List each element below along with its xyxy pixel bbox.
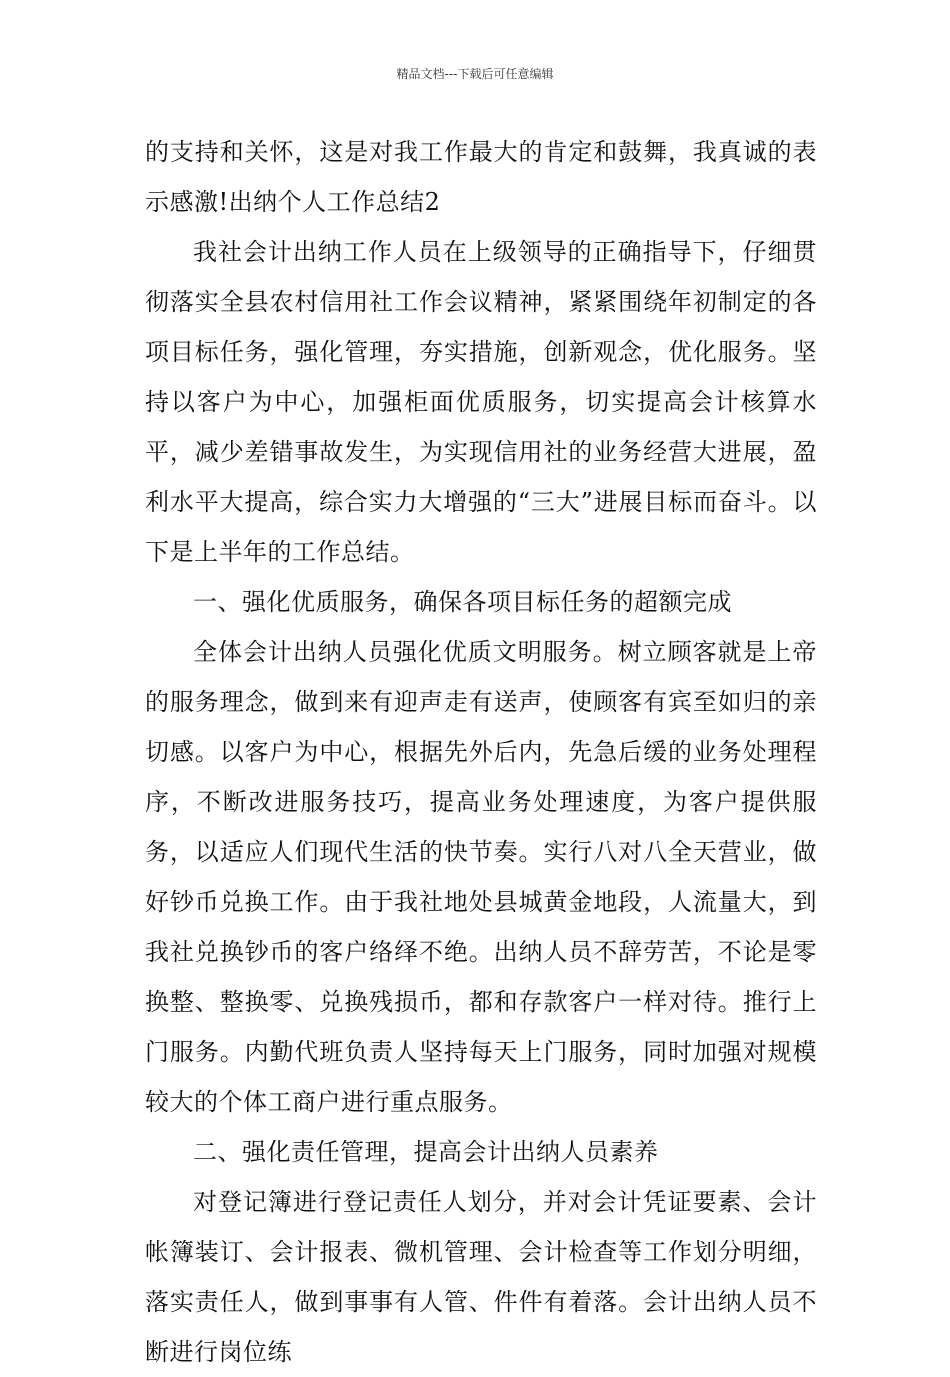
page-header: 精品文档---下载后可任意编辑 (396, 67, 554, 81)
paragraph-service: 全体会计出纳人员强化优质文明服务。树立顾客就是上帝的服务理念，做到来有迎声走有送声，使顾客有宾至如归的亲切感。以客户为中心，根据先外后内，先急后缓的业务处理程序，不断改进服务技巧，提高业务处理速度，为客户提供服务，以适应人们现代生活的快节奏。实行八对八全天营业，做好钞币兑换工作。由于我社地处县城黄金地段，人流量大，到我社兑换钞币的客户络绎不绝。出纳人员不辞劳苦，不论是零换整、整换零、兑换残损币，都和存款客户一样对待。推行上门服务。内勤代班负责人坚持每天上门服务，同时加强对规模较大的个体工商户进行重点服务。 (145, 638, 817, 1116)
section-heading-1: 一、强化优质服务，确保各项目标任务的超额完成 (193, 588, 732, 616)
paragraph-responsibility: 对登记簿进行登记责任人划分，并对会计凭证要素、会计帐簿装订、会计报表、微机管理、会计检查等工作划分明细，落实责任人，做到事事有人管、件件有着落。会计出纳人员不断进行岗位练 (145, 1188, 817, 1366)
paragraph-continuation: 的支持和关怀，这是对我工作最大的肯定和鼓舞，我真诚的表示感激!出纳个人工作总结2 (145, 138, 817, 216)
paragraph-intro: 我社会计出纳工作人员在上级领导的正确指导下，仔细贯彻落实全县农村信用社工作会议精神，紧紧围绕年初制定的各项目标任务，强化管理，夯实措施，创新观念，优化服务。坚持以客户为中心，加强柜面优质服务，切实提高会计核算水平，减少差错事故发生，为实现信用社的业务经营大进展，盈利水平大提高，综合实力大增强的“三大”进展目标而奋斗。以下是上半年的工作总结。 (145, 238, 817, 566)
section-heading-2: 二、强化责任管理，提高会计出纳人员素养 (193, 1138, 659, 1166)
document-body (145, 127, 817, 1377)
